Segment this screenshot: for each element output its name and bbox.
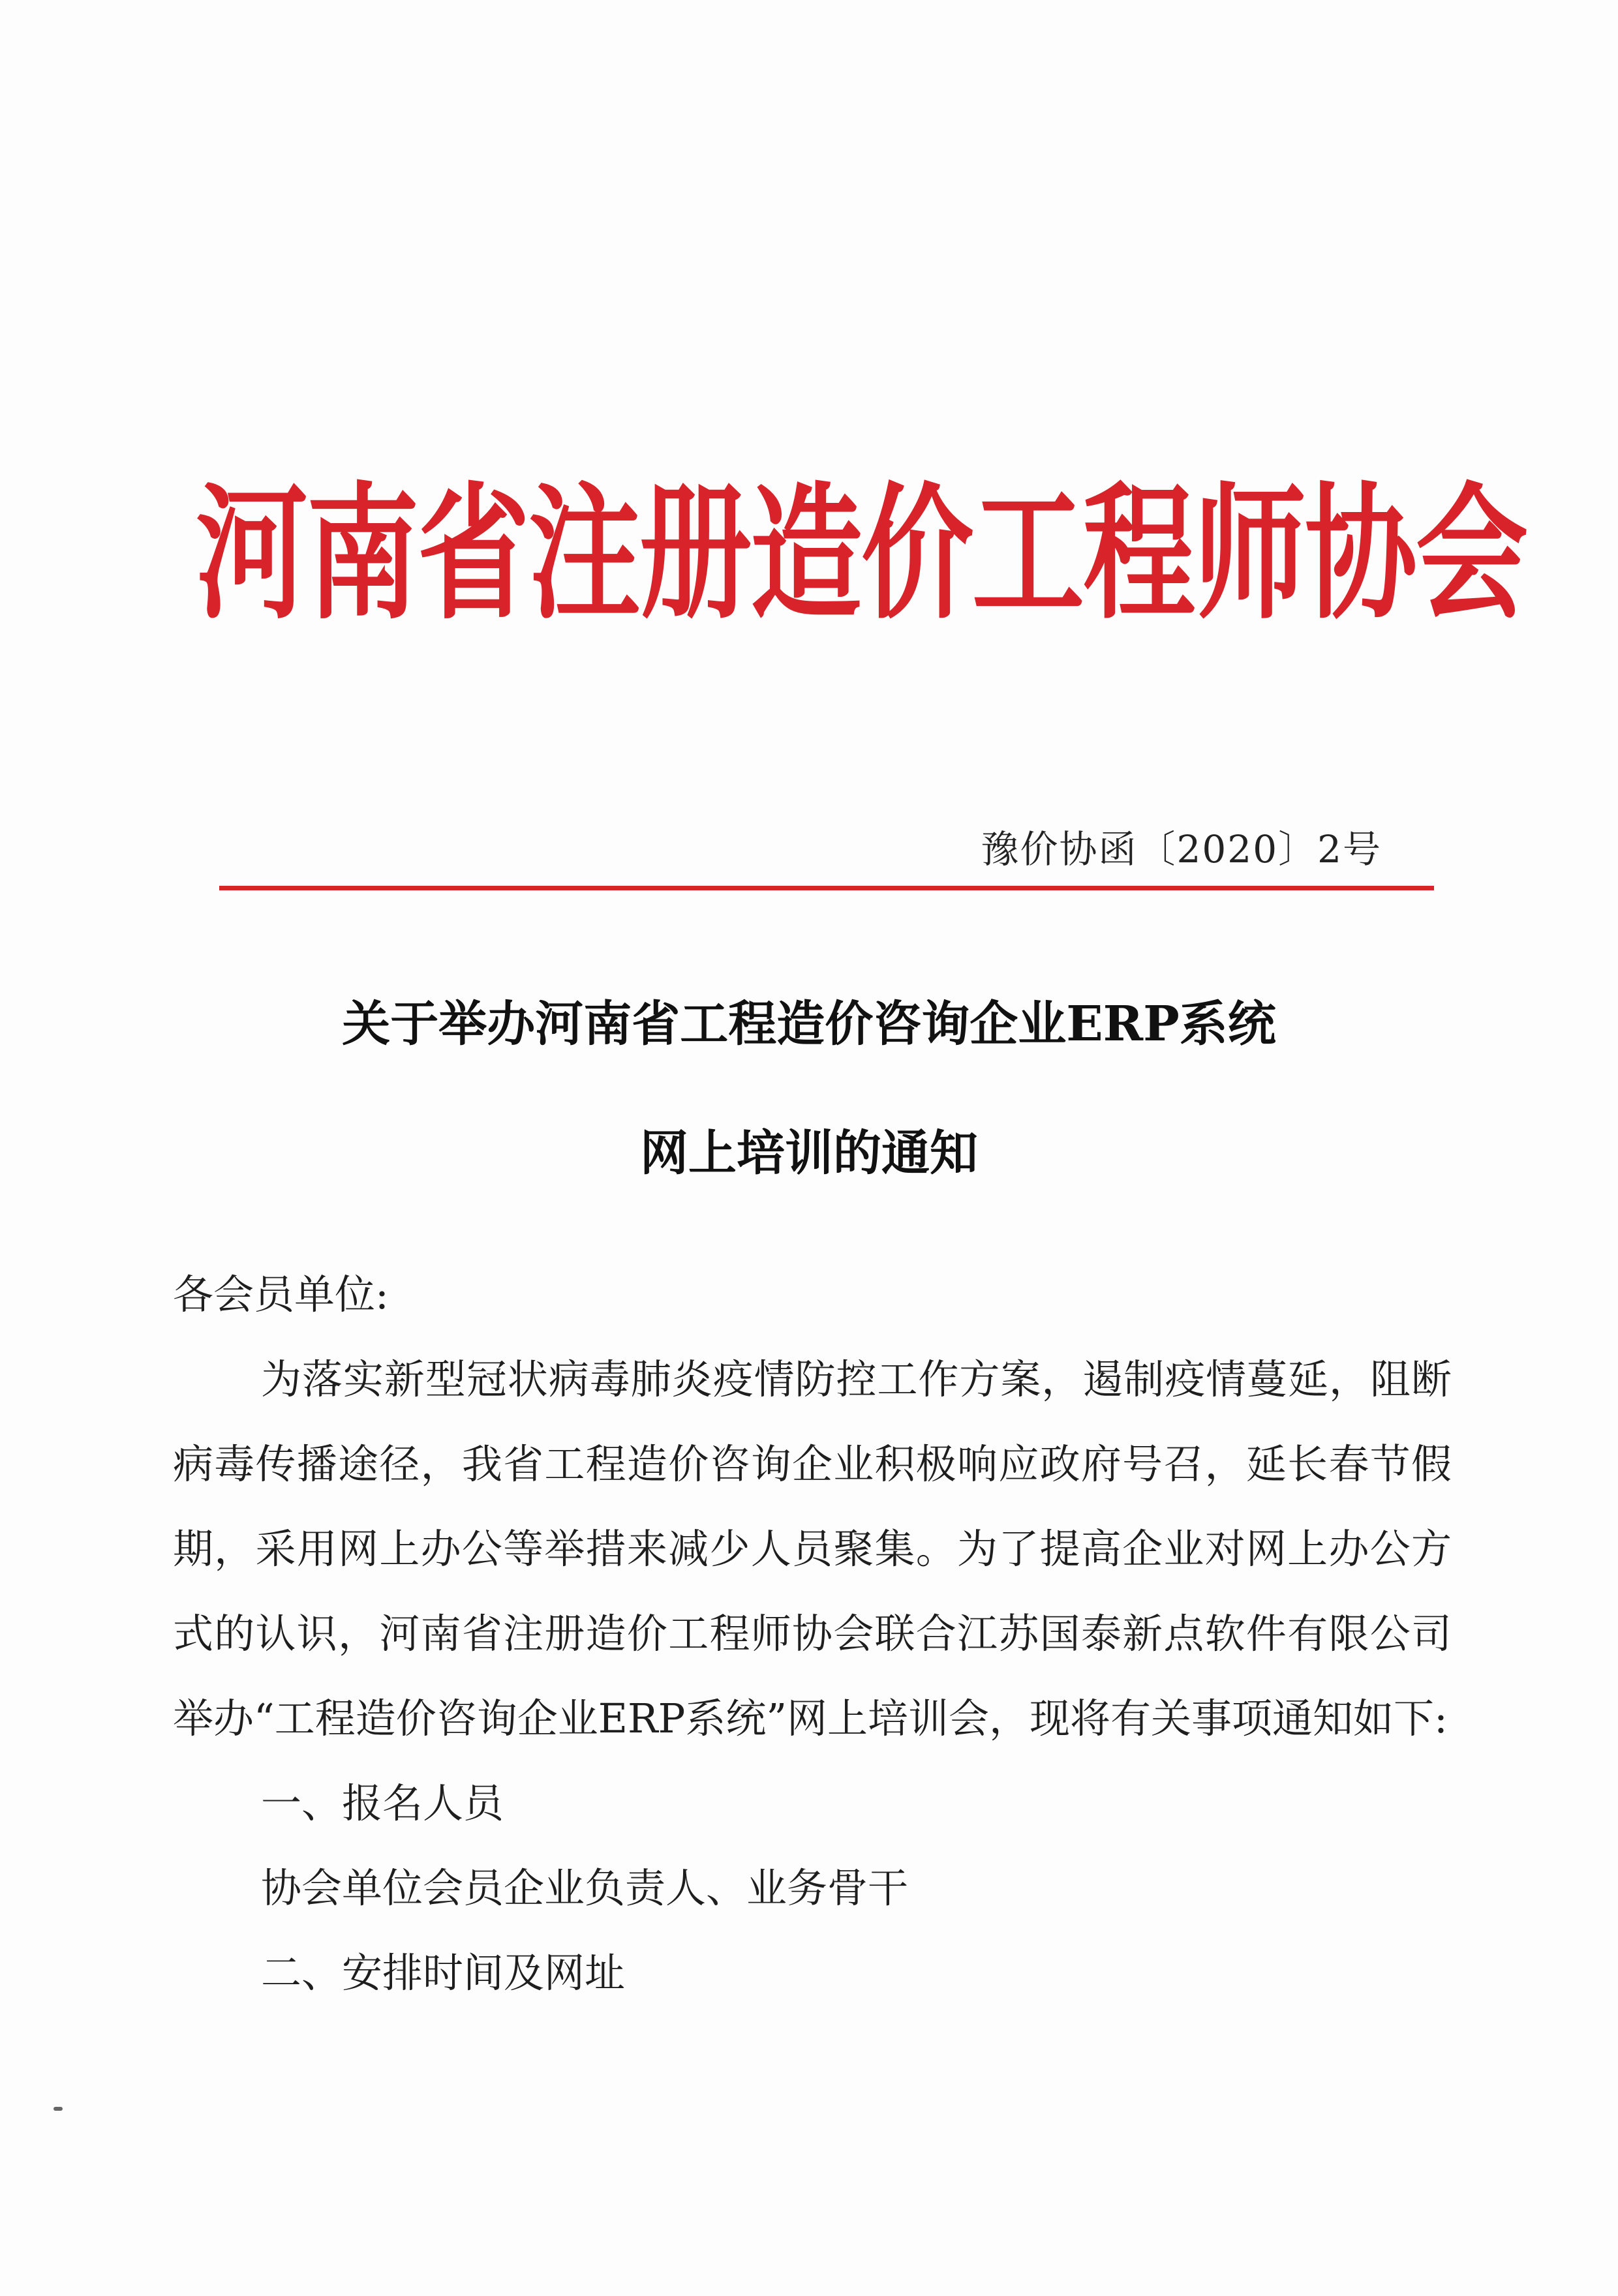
scan-speck — [53, 2107, 63, 2111]
notice-title-line-2: 网上培训的通知 — [640, 1125, 978, 1181]
salutation: 各会员单位: — [173, 1271, 389, 1318]
notice-body — [173, 1252, 1452, 2016]
notice-title-line-1: 关于举办河南省工程造价咨询企业ERP系统 — [342, 996, 1276, 1052]
section-1-text: 协会单位会员企业负责人、业务骨干 — [261, 1864, 909, 1912]
intro-paragraph: 为落实新型冠状病毒肺炎疫情防控工作方案，遏制疫情蔓延，阻断病毒传播途径，我省工程造价咨询企业积极响应政府号召，延长春节假期，采用网上办公等举措来减少人员聚集。为了提高企业对网上办公方式的认识，河南省注册造价工程师协会联合江苏国泰新点软件有限公司举办“工程造价咨询企业ERP系统”网上培训会，现将有关事项通知如下: — [173, 1355, 1452, 1742]
red-divider-line — [219, 886, 1434, 890]
organization-header: 河南省注册造价工程师协会 — [196, 468, 1527, 639]
section-1-heading: 一、报名人员 — [261, 1779, 504, 1827]
section-2-heading: 二、安排时间及网址 — [261, 1949, 626, 1997]
document-number: 豫价协函〔2020〕2号 — [981, 827, 1382, 871]
